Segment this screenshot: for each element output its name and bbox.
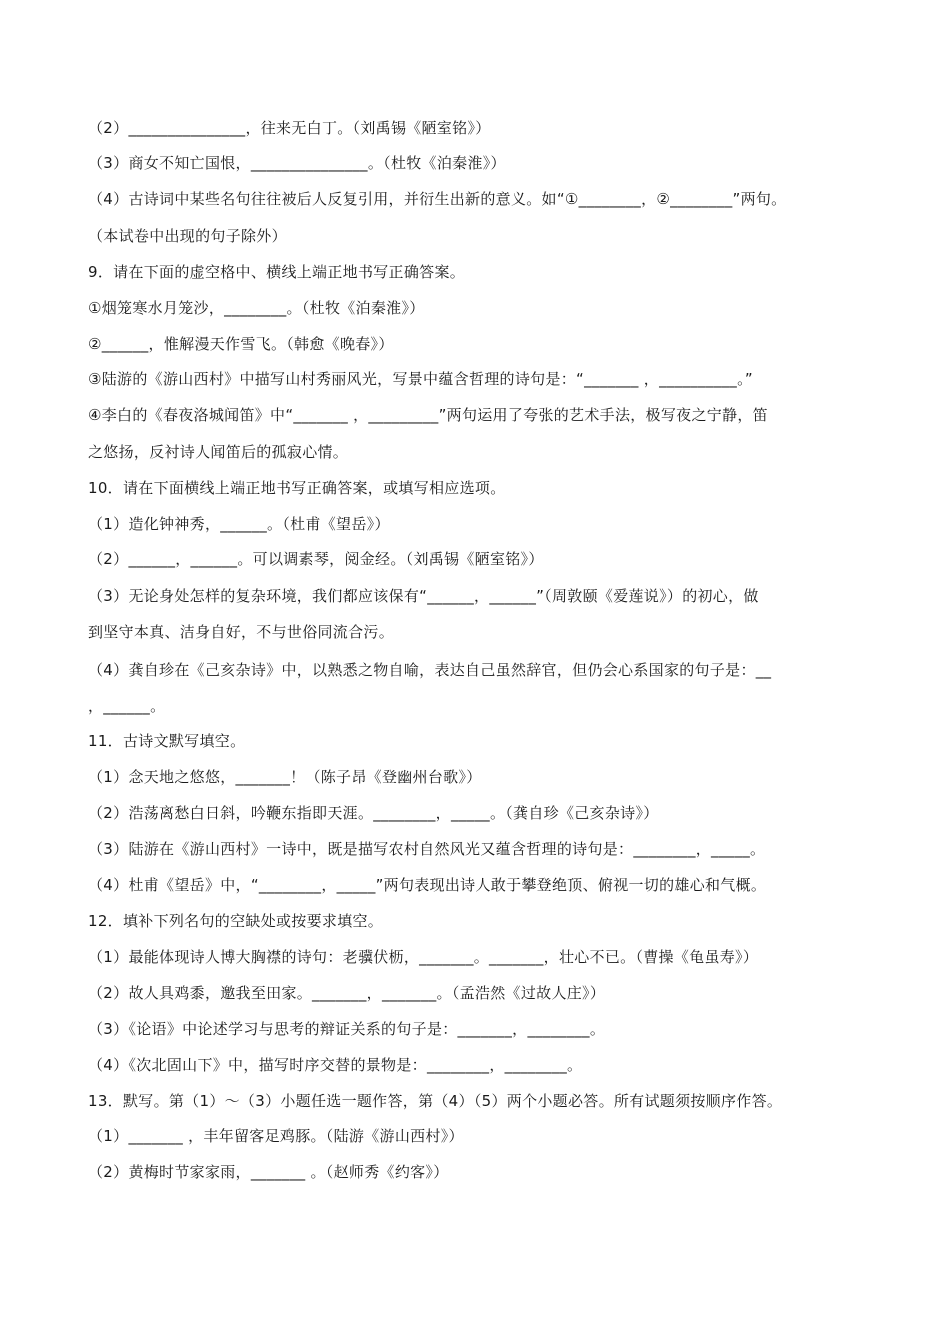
text-line: （2）黄梅时节家家雨，_______ 。（赵师秀《约客》） <box>88 1163 449 1181</box>
question-heading: 13．默写。第（1）～（3）小题任选一题作答，第（4）（5）两个小题必答。所有试题须按顺序作答。 <box>88 1092 783 1110</box>
text-line: 之悠扬，反衬诗人闻笛后的孤寂心情。 <box>88 443 349 461</box>
text-line: （2）浩荡离愁白日斜，吟鞭东指即天涯。________，_____。（龚自珍《己亥杂诗》） <box>88 804 659 822</box>
text-line: （4）《次北固山下》中，描写时序交替的景物是：________，________。 <box>88 1056 583 1074</box>
question-heading: 12．填补下列名句的空缺处或按要求填空。 <box>88 912 384 930</box>
text-line: （1）念天地之悠悠，_______！（陈子昂《登幽州台歌》） <box>88 768 482 786</box>
text-line: ②______，惟解漫天作雪飞。（韩愈《晚春》） <box>88 335 394 353</box>
text-line: （3）《论语》中论述学习与思考的辩证关系的句子是：_______，________。 <box>88 1020 606 1038</box>
text-line: （4）古诗词中某些名句往往被后人反复引用，并衍生出新的意义。如“①________，②________”两句。 <box>88 190 787 208</box>
text-line: （2）______，______。可以调素琴，阅金经。（刘禹锡《陋室铭》） <box>88 550 544 568</box>
question-heading: 11．古诗文默写填空。 <box>88 732 246 750</box>
text-line: ④李白的《春夜洛城闻笛》中“_______ ，_________”两句运用了夸张的艺术手法，极写夜之宁静，笛 <box>88 406 768 424</box>
text-line: （1）造化钟神秀，______。（杜甫《望岳》） <box>88 515 390 533</box>
text-line: （3）无论身处怎样的复杂环境，我们都应该保有“______，______”（周敦颐《爱莲说》）的初心，做 <box>88 587 759 605</box>
text-line: （2）故人具鸡黍，邀我至田家。_______，_______。（孟浩然《过故人庄》） <box>88 984 606 1002</box>
text-line: （本试卷中出现的句子除外） <box>88 227 287 245</box>
text-line: （3）陆游在《游山西村》一诗中，既是描写农村自然风光又蕴含哲理的诗句是：________，_____。 <box>88 840 766 858</box>
question-heading: 10．请在下面横线上端正地书写正确答案，或填写相应选项。 <box>88 479 506 497</box>
text-line: （1）_______ ，丰年留客足鸡豚。（陆游《游山西村》） <box>88 1127 464 1145</box>
text-line: 到坚守本真、洁身自好，不与世俗同流合污。 <box>88 623 395 641</box>
text-line: （3）商女不知亡国恨，_______________。（杜牧《泊秦淮》） <box>88 154 506 172</box>
text-line: （4）龚自珍在《己亥杂诗》中，以熟悉之物自喻，表达自己虽然辞官，但仍会心系国家的句子是：__ <box>88 661 772 679</box>
text-line: （1）最能体现诗人博大胸襟的诗句：老骥伏枥，_______。_______，壮心不已。（曹操《龟虽寿》） <box>88 948 759 966</box>
question-heading: 9．请在下面的虚空格中、横线上端正地书写正确答案。 <box>88 263 466 281</box>
text-line: （2）_______________，往来无白丁。（刘禹锡《陋室铭》） <box>88 119 491 137</box>
text-line: （4）杜甫《望岳》中，“________，_____”两句表现出诗人敢于攀登绝顶、俯视一切的雄心和气概。 <box>88 876 767 894</box>
text-line: ，______。 <box>88 697 166 715</box>
text-line: ①烟笼寒水月笼沙，________。（杜牧《泊秦淮》） <box>88 299 425 317</box>
text-line: ③陆游的《游山西村》中描写山村秀丽风光，写景中蕴含哲理的诗句是：“_______ ，__________。” <box>88 370 753 388</box>
